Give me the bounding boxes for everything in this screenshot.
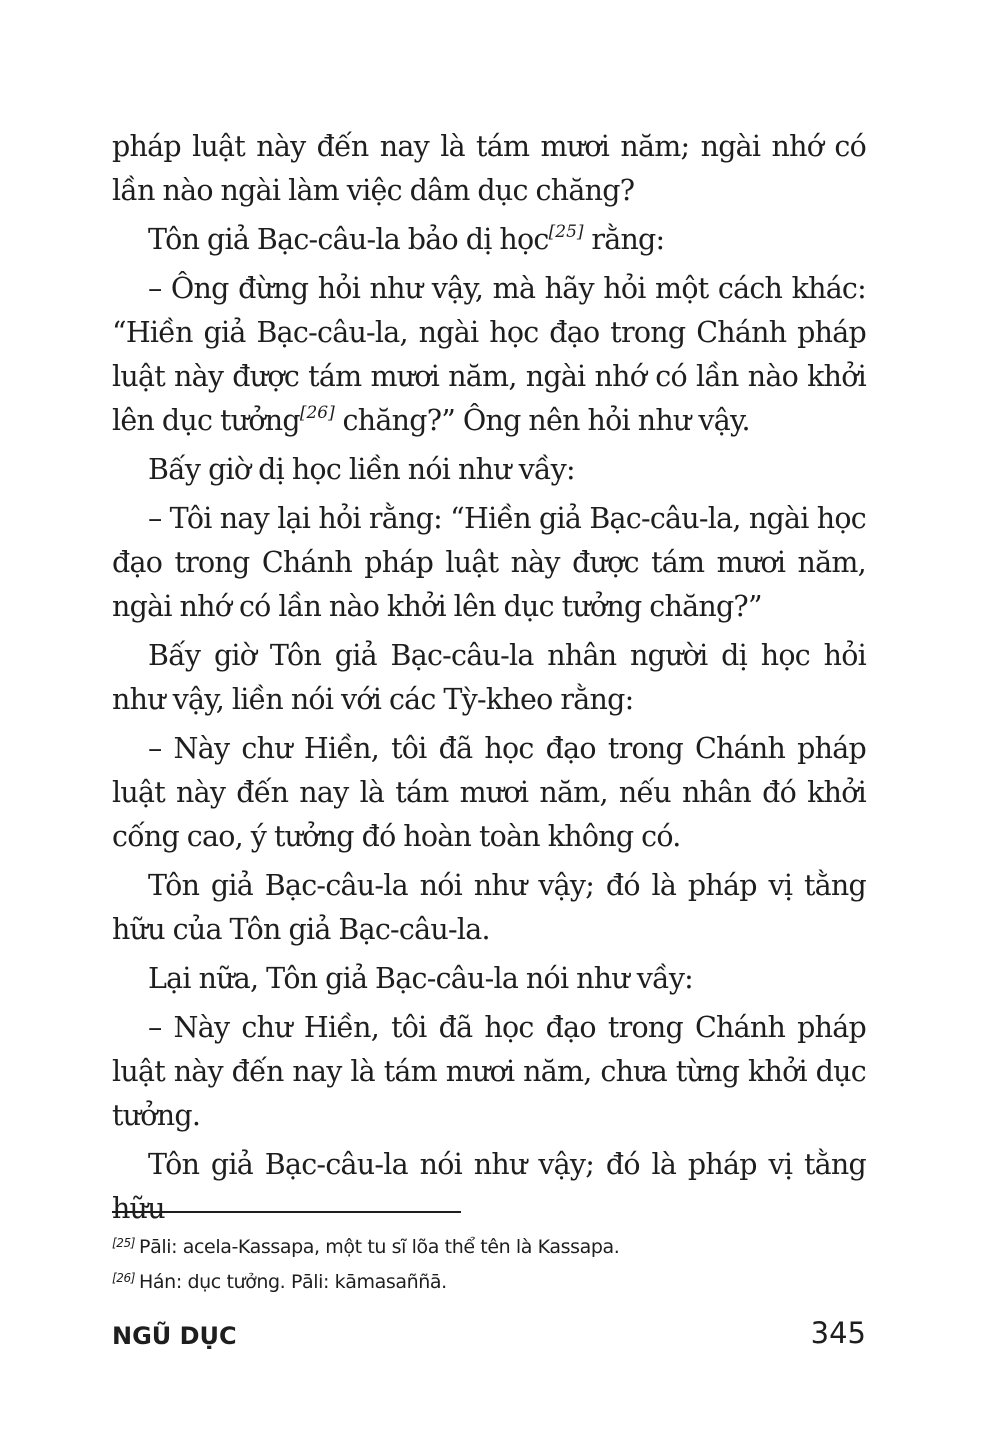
body-text xyxy=(112,125,866,1236)
footnote-ref-26[interactable]: [26] xyxy=(299,403,335,423)
paragraph-2: Tôn giả Bạc-câu-la bảo dị học[25] rằng: xyxy=(148,222,665,256)
paragraph-1: pháp luật này đến nay là tám mươi năm; ngài nhớ có lần nào ngài làm việc dâm dục chăng? xyxy=(112,130,866,207)
footnotes xyxy=(112,1228,872,1298)
paragraph-9: Lại nữa, Tôn giả Bạc-câu-la nói như vầy: xyxy=(148,962,694,995)
paragraph-5: – Tôi nay lại hỏi rằng: “Hiền giả Bạc-câu-la, ngài học đạo trong Chánh pháp luật này được tám mươi năm, ngài nhớ có lần nào khởi lên dục tưởng chăng?” xyxy=(112,502,866,623)
paragraph-6: Bấy giờ Tôn giả Bạc-câu-la nhân người dị học hỏi như vậy, liền nói với các Tỳ-kheo rằng: xyxy=(112,639,866,716)
footnote-divider xyxy=(112,1211,461,1213)
footnote-text: Hán: dục tưởng. Pāli: kāmasaññā. xyxy=(139,1271,447,1293)
footnote-mark: [26] xyxy=(112,1271,136,1285)
paragraph-10: – Này chư Hiền, tôi đã học đạo trong Chánh pháp luật này đến nay là tám mươi năm, chưa từng khởi dục tưởng. xyxy=(112,1011,866,1132)
paragraph-7: – Này chư Hiền, tôi đã học đạo trong Chánh pháp luật này đến nay là tám mươi năm, nếu nhân đó khởi cống cao, ý tưởng đó hoàn toàn không có. xyxy=(112,732,866,853)
footnote-mark: [25] xyxy=(112,1236,136,1250)
page-number: 345 xyxy=(810,1316,866,1350)
footnote-text: Pāli: acela-Kassapa, một tu sĩ lõa thể tên là Kassapa. xyxy=(139,1236,620,1258)
footnote-25 xyxy=(112,1228,872,1263)
running-title: NGŨ DỤC xyxy=(112,1322,237,1350)
paragraph-8: Tôn giả Bạc-câu-la nói như vậy; đó là pháp vị tằng hữu của Tôn giả Bạc-câu-la. xyxy=(112,869,866,946)
footnote-ref-25[interactable]: [25] xyxy=(548,222,584,242)
paragraph-3: – Ông đừng hỏi như vậy, mà hãy hỏi một cách khác: “Hiền giả Bạc-câu-la, ngài học đạo trong Chánh pháp luật này được tám mươi năm, ngài nhớ có lần nào khởi lên dục tưởng[26] chăng?” Ông nên hỏi như vậy. xyxy=(112,272,866,437)
paragraph-4: Bấy giờ dị học liền nói như vầy: xyxy=(148,453,575,486)
paragraph-11: Tôn giả Bạc-câu-la nói như vậy; đó là pháp vị tằng hữu xyxy=(112,1148,866,1225)
footnote-26 xyxy=(112,1263,872,1298)
